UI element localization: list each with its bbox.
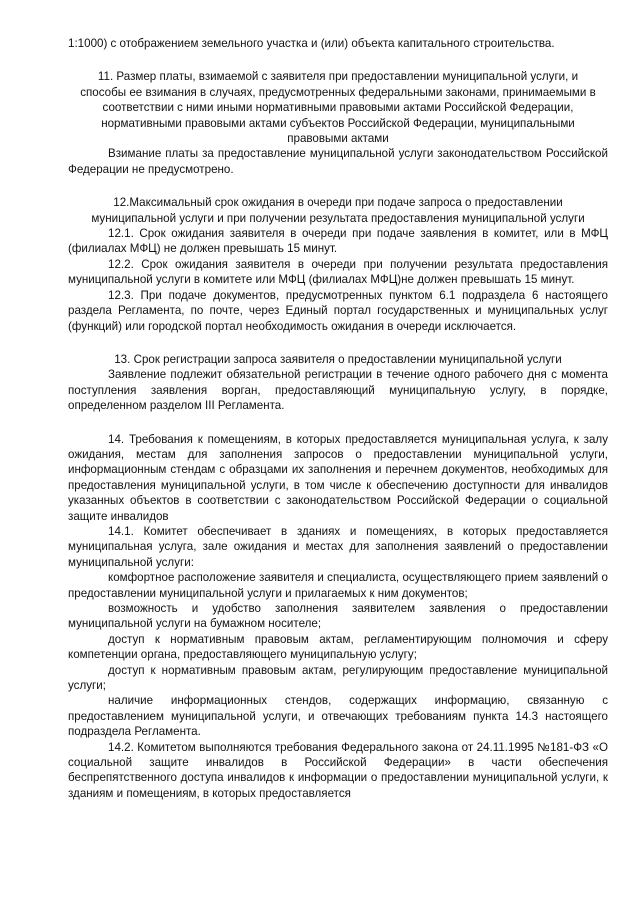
section-14-heading: 14. Требования к помещениям, в которых предоставляется муниципальная услуга, к залу ожидания, местам для заполнения запросов о предоставлении муниципальной услуги, информационным стендам с образцами их заполнения и перечнем документов, необходимых для предоставления муниципальной услуги, в том числе к обеспечению доступности для инвалидов указанных объектов в соответствии с законодательством Российской Федерации о социальной защите инвалидов bbox=[68, 432, 608, 523]
section-12-heading: 12.Максимальный срок ожидания в очереди при подаче запроса о предоставлении муниципальной услуги и при получении результата предоставления муниципальной услуги bbox=[91, 196, 585, 225]
section-14-1: 14.1. Комитет обеспечивает в зданиях и помещениях, в которых предоставляется муниципальная услуга, зале ожидания и местах для заполнения заявлений о предоставлении муниципальной услуги: bbox=[68, 524, 608, 569]
section-12-2: 12.2. Срок ожидания заявителя в очереди при получении результата предоставления муниципальной услуги в комитете или МФЦ (филиалах МФЦ)не должен превышать 15 минут. bbox=[68, 257, 608, 287]
section-12-3: 12.3. При подаче документов, предусмотренных пунктом 6.1 подраздела 6 настоящего раздела Регламента, по почте, через Единый портал государственных и муниципальных услуг (функций) или городской портал необходимость ожидания в очереди исключается. bbox=[68, 288, 608, 333]
section-11-heading: 11. Размер платы, взимаемой с заявителя при предоставлении муниципальной услуги, и способы ее взимания в случаях, предусмотренных федеральными законами, принимаемыми в соответствии с ними иными нормативными правовыми актами Российской Федерации, нормативными правовыми актами субъектов Российской Федерации, муниципальными правовыми актами bbox=[80, 70, 596, 146]
section-14-2: 14.2. Комитетом выполняются требования Федерального закона от 24.11.1995 №181-ФЗ «О социальной защите инвалидов в Российской Федерации» в части обеспечения беспрепятственного доступа инвалидов к информации о предоставлении муниципальной услуги, к зданиям и помещениям, в которых предоставляется bbox=[68, 740, 608, 800]
section-14-1-item-d: доступ к нормативным правовым актам, регулирующим предоставление муниципальной услуги; bbox=[68, 663, 608, 693]
paragraph-continuation: 1:1000) с отображением земельного участка и (или) объекта капитального строительства. bbox=[68, 37, 555, 50]
section-13-heading: 13. Срок регистрации запроса заявителя о предоставлении муниципальной услуги bbox=[114, 352, 562, 366]
section-14-1-item-b: возможность и удобство заполнения заявителем заявления о предоставлении муниципальной услуги на бумажном носителе; bbox=[68, 602, 608, 631]
section-14-1-item-e: наличие информационных стендов, содержащих информацию, связанную с предоставлением муниципальной услуги, и отвечающих требованиям пункта 14.3 настоящего подраздела Регламента. bbox=[68, 694, 608, 739]
section-14-1-item-a: комфортное расположение заявителя и специалиста, осуществляющего прием заявлений о предоставлении муниципальной услуги и прилагаемых к ним документов; bbox=[68, 571, 608, 600]
document-page bbox=[68, 36, 608, 801]
section-13-text: Заявление подлежит обязательной регистрации в течение одного рабочего дня с момента поступления заявления ворган, предоставляющий муниципальную услугу, в порядке, определенном разделом III Регламента. bbox=[68, 368, 608, 413]
section-11-text: Взимание платы за предоставление муниципальной услуги законодательством Российской Федерации не предусмотрено. bbox=[68, 147, 608, 176]
section-12-1: 12.1. Срок ожидания заявителя в очереди при подаче заявления в комитет, или в МФЦ (филиалах МФЦ) не должен превышать 15 минут. bbox=[68, 227, 608, 256]
section-14-1-item-c: доступ к нормативным правовым актам, регламентирующим полномочия и сферу компетенции органа, предоставляющего муниципальную услугу; bbox=[68, 632, 608, 662]
